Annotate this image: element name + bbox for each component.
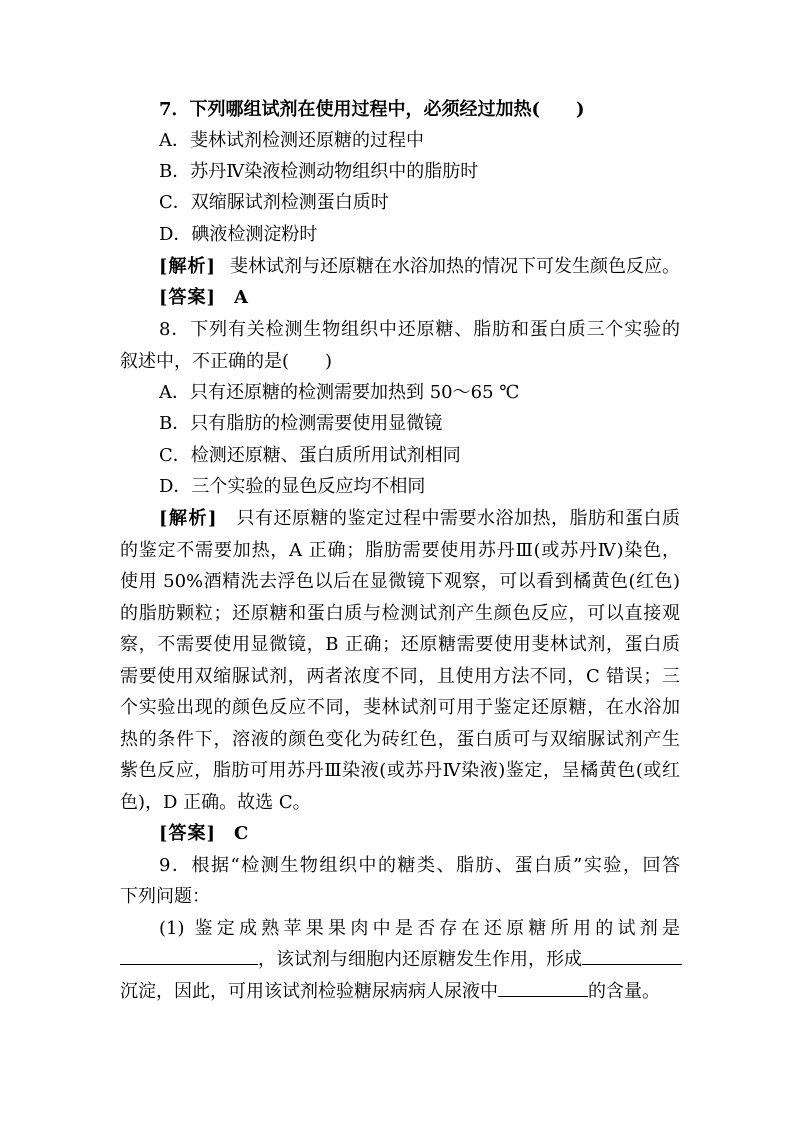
q7-answer-value: A: [234, 287, 249, 308]
q7-option-a: A．斐林试剂检测还原糖的过程中: [159, 130, 424, 151]
q8-analysis-text-1: 只有还原糖的鉴定过程中需要水浴加热，脂肪和蛋白质: [236, 508, 680, 529]
q8-analysis-line5: 察，不需要使用显微镜，B 正确；还原糖需要使用斐林试剂，蛋白质: [120, 634, 680, 655]
q9-sub1-line3-end: 的含量。: [588, 981, 660, 1002]
q8-analysis-line4: 的脂肪颗粒；还原糖和蛋白质与检测试剂产生颜色反应，可以直接观: [120, 603, 680, 624]
q7-stem: 7．下列哪组试剂在使用过程中，必须经过加热( ): [159, 99, 585, 120]
answer-blank-2[interactable]: [582, 944, 682, 965]
q9-sub1-line2: [120, 944, 680, 975]
q8-option-b: B．只有脂肪的检测需要使用显微镜: [159, 413, 443, 434]
q7-analysis-tag: [解析]: [159, 256, 217, 277]
q8-option-d: D．三个实验的显色反应均不相同: [159, 476, 426, 497]
q9-stem-line2: 下列问题：: [120, 886, 210, 907]
q8-stem-line1: 8．下列有关检测生物组织中还原糖、脂肪和蛋白质三个实验的: [159, 319, 680, 340]
q9-stem-line1: 9．根据“检测生物组织中的糖类、脂肪、蛋白质”实验，回答: [159, 855, 680, 876]
q8-analysis-line6: 需要使用双缩脲试剂，两者浓度不同，且使用方法不同，C 错误；三: [120, 666, 680, 687]
q9-sub1-line3: [120, 976, 680, 1007]
q7-option-c: C．双缩脲试剂检测蛋白质时: [159, 192, 389, 213]
q8-analysis-line3: 使用 50%酒精洗去浮色以后在显微镜下观察，可以看到橘黄色(红色): [120, 571, 680, 592]
answer-blank-3[interactable]: [498, 976, 588, 997]
q8-stem-line2: 叙述中，不正确的是( ): [120, 351, 333, 372]
q8-analysis-tag: [解析]: [159, 508, 218, 529]
q7-answer-tag: [答案]: [159, 287, 217, 308]
q8-option-c: C．检测还原糖、蛋白质所用试剂相同: [159, 445, 461, 466]
q8-analysis-line9: 紫色反应，脂肪可用苏丹Ⅲ染液(或苏丹Ⅳ染液)鉴定，呈橘黄色(或红: [120, 760, 680, 781]
q8-analysis-line7: 个实验出现的颜色反应不同，斐林试剂可用于鉴定还原糖，在水浴加: [120, 697, 680, 718]
q7-option-d: D．碘液检测淀粉时: [159, 224, 318, 245]
q9-sub1-line3-start: 沉淀，因此，可用该试剂检验糖尿病病人尿液中: [120, 981, 498, 1002]
q8-option-a: A．只有还原糖的检测需要加热到 50～65 ℃: [159, 382, 520, 403]
answer-blank-1[interactable]: [120, 944, 258, 965]
q7-answer: [159, 282, 719, 313]
q8-analysis-line8: 热的条件下，溶液的颜色变化为砖红色，蛋白质可与双缩脲试剂产生: [120, 729, 680, 750]
q8-analysis-line1: [159, 503, 680, 534]
q8-answer-tag: [答案]: [159, 823, 217, 844]
q7-option-b: B．苏丹Ⅳ染液检测动物组织中的脂肪时: [159, 161, 479, 182]
q8-analysis-line2: 的鉴定不需要加热，A 正确；脂肪需要使用苏丹Ⅲ(或苏丹Ⅳ)染色，: [120, 540, 680, 561]
q8-answer: [159, 818, 719, 849]
q7-analysis: [159, 251, 719, 282]
q8-analysis-line10: 色)，D 正确。故选 C。: [120, 792, 311, 813]
q9-sub1-line1: (1) 鉴定成熟苹果果肉中是否存在还原糖所用的试剂是: [159, 918, 680, 939]
q8-answer-value: C: [234, 823, 249, 844]
q7-analysis-text: 斐林试剂与还原糖在水浴加热的情况下可发生颜色反应。: [230, 256, 681, 277]
q9-sub1-line2-text: ，该试剂与细胞内还原糖发生作用，形成: [258, 949, 582, 970]
